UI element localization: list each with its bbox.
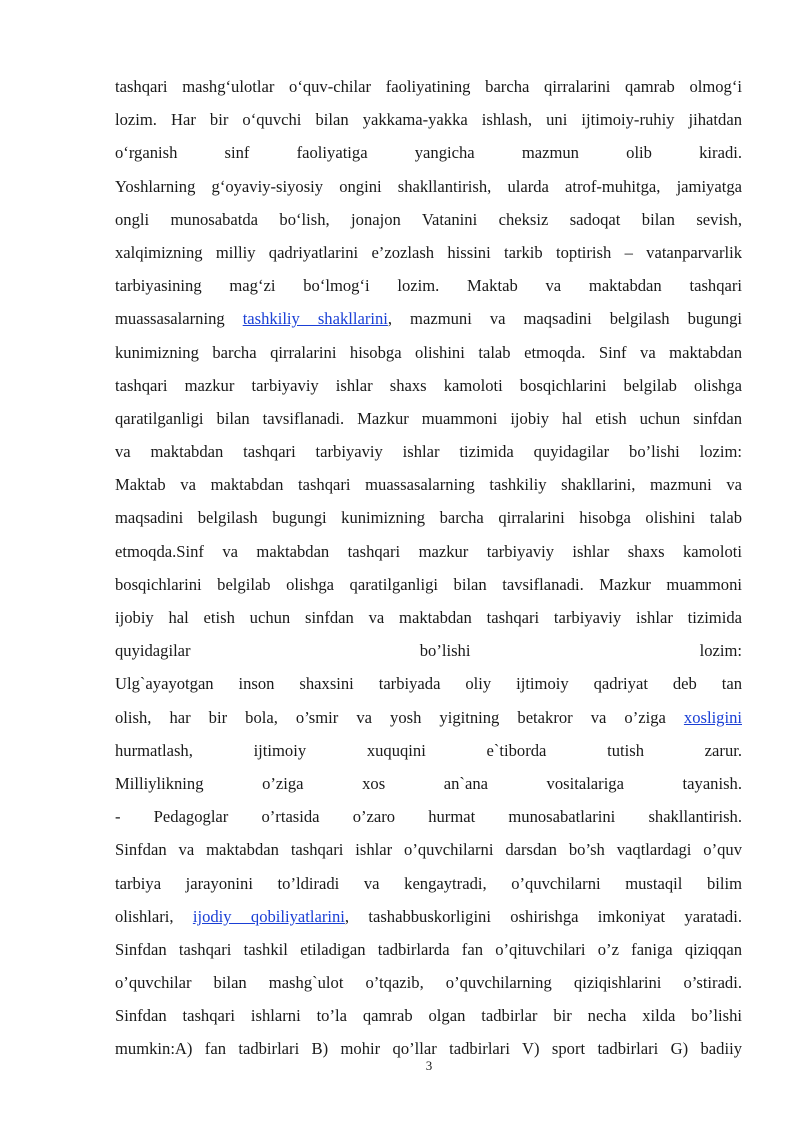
text-line [115, 402, 742, 435]
text-segment: Sinfdan tashqari ishlarni to’la qamrab olgan tadbirlar bir necha xilda bo’lishi [115, 1006, 742, 1026]
text-line [115, 734, 742, 767]
text-segment: tashqari mazkur tarbiyaviy ishlar shaxs kamoloti bosqichlarini belgilab olishga [115, 375, 742, 395]
text-line [115, 203, 742, 236]
text-line [115, 435, 742, 468]
text-line [115, 236, 742, 269]
text-segment: quyidagilar bo’lishi lozim: [115, 641, 742, 661]
text-segment: lozim. Har bir o‘quvchi bilan yakkama-yakka ishlash, uni ijtimoiy-ruhiy jihatdan [115, 110, 742, 130]
text-segment: maqsadini belgilash bugungi kunimizning barcha qirralarini hisobga olishini talab [115, 508, 742, 528]
text-segment: hurmatlash, ijtimoiy xuquqini e`tiborda tutish zarur. [115, 740, 742, 760]
text-segment: xalqimizning milliy qadriyatlarini e’zozlash hissini tarkib toptirish – vatanparvarlik [115, 242, 742, 262]
text-line [115, 800, 742, 833]
text-segment: - Pedagoglar o’rtasida o’zaro hurmat munosabatlarini shakllantirish. [115, 807, 742, 827]
text-line [115, 501, 742, 534]
text-segment: , mazmuni va maqsadini belgilash bugungi [387, 309, 742, 329]
text-segment: Sinfdan tashqari tashkil etiladigan tadbirlarda fan o’qituvchilari o’z faniga qiziqqan [115, 939, 742, 959]
text-line [115, 667, 742, 700]
hyperlink[interactable]: xosligini [683, 707, 742, 727]
text-segment: olishlari, [115, 906, 193, 926]
hyperlink[interactable]: tashkiliy shakllarini [242, 309, 388, 329]
text-segment: ijobiy hal etish uchun sinfdan va maktabdan tashqari tarbiyaviy ishlar tizimida [115, 608, 742, 627]
text-line [115, 369, 742, 402]
text-line [115, 468, 742, 501]
text-line [115, 336, 742, 369]
text-line [115, 867, 742, 900]
text-line [115, 103, 742, 136]
text-line [115, 535, 742, 568]
text-segment: qaratilganligi bilan tavsiflanadi. Mazkur muammoni ijobiy hal etish uchun sinfdan [115, 408, 742, 428]
text-line [115, 966, 742, 999]
page-number: 3 [425, 1058, 433, 1073]
text-line [115, 634, 742, 667]
text-line [115, 269, 742, 302]
text-line [115, 170, 742, 203]
text-segment: o‘rganish sinf faoliyatiga yangicha mazmun olib kiradi. [115, 143, 742, 163]
text-segment: kunimizning barcha qirralarini hisobga olishini talab etmoqda. Sinf va maktabdan [115, 342, 742, 362]
text-segment: olish, har bir bola, o’smir va yosh yigitning betakror va o’ziga [115, 707, 684, 727]
text-segment: tarbiyasining mag‘zi bo‘lmog‘i lozim. Maktab va maktabdan tashqari [115, 276, 742, 296]
text-segment: Ulg`ayayotgan inson shaxsini tarbiyada oliy ijtimoiy qadriyat deb tan [115, 674, 742, 694]
text-segment: mumkin:A) fan tadbirlari B) mohir qo’llar tadbirlari V) sport tadbirlari G) badiiy [115, 1039, 742, 1059]
hyperlink[interactable]: ijodiy qobiliyatlarini [192, 906, 345, 926]
text-segment: tarbiya jarayonini to’ldiradi va kengaytradi, o’quvchilarni mustaqil bilim [115, 873, 742, 893]
text-segment: Maktab va maktabdan tashqari muassasalarning tashkiliy shakllarini, mazmuni va [115, 475, 742, 495]
text-line [115, 933, 742, 966]
text-segment: ongli munosabatda bo‘lish, jonajon Vatanini cheksiz sadoqat bilan sevish, [115, 209, 742, 229]
text-segment: tashqari mashg‘ulotlar o‘quv-chilar faoliyatining barcha qirralarini qamrab olmog‘i [115, 77, 742, 96]
text-segment: Yoshlarning g‘oyaviy-siyosiy ongini shakllantirish, ularda atrof-muhitga, jamiyatga [115, 176, 742, 196]
text-segment: Sinfdan va maktabdan tashqari ishlar o’quvchilarni darsdan bo’sh vaqtlardagi o’quv [115, 840, 742, 860]
text-line [115, 568, 742, 601]
body-text [115, 70, 742, 1066]
text-line [115, 900, 742, 933]
text-segment: etmoqda.Sinf va maktabdan tashqari mazkur tarbiyaviy ishlar shaxs kamoloti [115, 541, 742, 561]
text-segment: va maktabdan tashqari tarbiyaviy ishlar tizimida quyidagilar bo’lishi lozim: [115, 442, 742, 462]
text-line [115, 601, 742, 634]
text-line [115, 833, 742, 866]
text-segment: Milliylikning o’ziga xos an`ana vositalariga tayanish. [115, 773, 742, 793]
text-line [115, 70, 742, 103]
text-line [115, 701, 742, 734]
text-line [115, 999, 742, 1032]
text-line [115, 136, 742, 169]
text-segment: bosqichlarini belgilab olishga qaratilganligi bilan tavsiflanadi. Mazkur muammoni [115, 574, 742, 594]
text-segment: muassasalarning [115, 309, 243, 329]
text-segment: , tashabbuskorligini oshirishga imkoniyat yaratadi. [344, 906, 742, 926]
text-line [115, 302, 742, 335]
text-segment: o’quvchilar bilan mashg`ulot o’tqazib, o’quvchilarning qiziqishlarini o’stiradi. [115, 973, 742, 993]
text-line [115, 767, 742, 800]
